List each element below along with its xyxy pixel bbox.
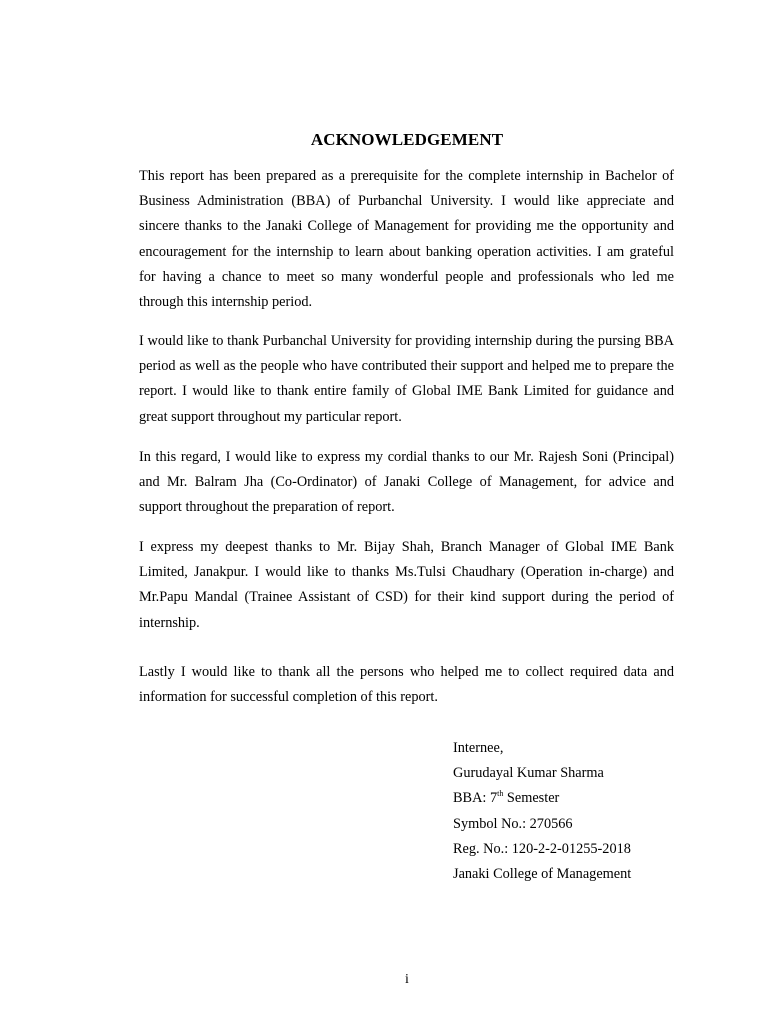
paragraph-2: I would like to thank Purbanchal University for providing internship during the pursing BBA period as well as the people who have contributed their support and helped me to prepare the report. I would like to thank entire family of Global IME Bank Limited for guidance and great support throughout my particular report. [139,333,674,425]
page-number: i [405,972,409,987]
program-superscript: th [497,789,504,799]
program-suffix: Semester [503,790,560,807]
signature-role: Internee, [453,740,504,756]
paragraph-1: This report has been prepared as a prerequisite for the complete internship in Bachelor of Business Administration (BBA) of Purbanchal University. I would like appreciate and sincere thanks to the Janaki College of Management for providing me the opportunity and encouragement for the internship to learn about banking operation activities. I am grateful for having a chance to meet so many wonderful people and professionals who led me through this internship period. [139,168,674,311]
signature-program [453,786,631,811]
signature-symbol-no: Symbol No.: 270566 [453,815,573,832]
program-prefix: BBA: 7 [453,790,498,807]
paragraph-5: Lastly I would like to thank all the persons who helped me to collect required data and information for successful completion of this report. [139,664,674,706]
signature-block [453,736,631,887]
page-title: ACKNOWLEDGEMENT [310,130,504,149]
signature-name: Gurudayal Kumar Sharma [453,765,604,782]
signature-reg-no: Reg. No.: 120-2-2-01255-2018 [453,840,631,857]
paragraph-4: I express my deepest thanks to Mr. Bijay Shah, Branch Manager of Global IME Bank Limited, Janakpur. I would like to thanks Ms.Tulsi Chaudhary (Operation in-charge) and Mr.Papu Mandal (Trainee Assistant of CSD) for their kind support during the period of internship. [139,539,674,631]
signature-college: Janaki College of Management [453,866,632,883]
paragraph-3: In this regard, I would like to express my cordial thanks to our Mr. Rajesh Soni (Principal) and Mr. Balram Jha (Co-Ordinator) of Janaki College of Management, for advice and support throughout the preparation of report. [139,449,674,516]
